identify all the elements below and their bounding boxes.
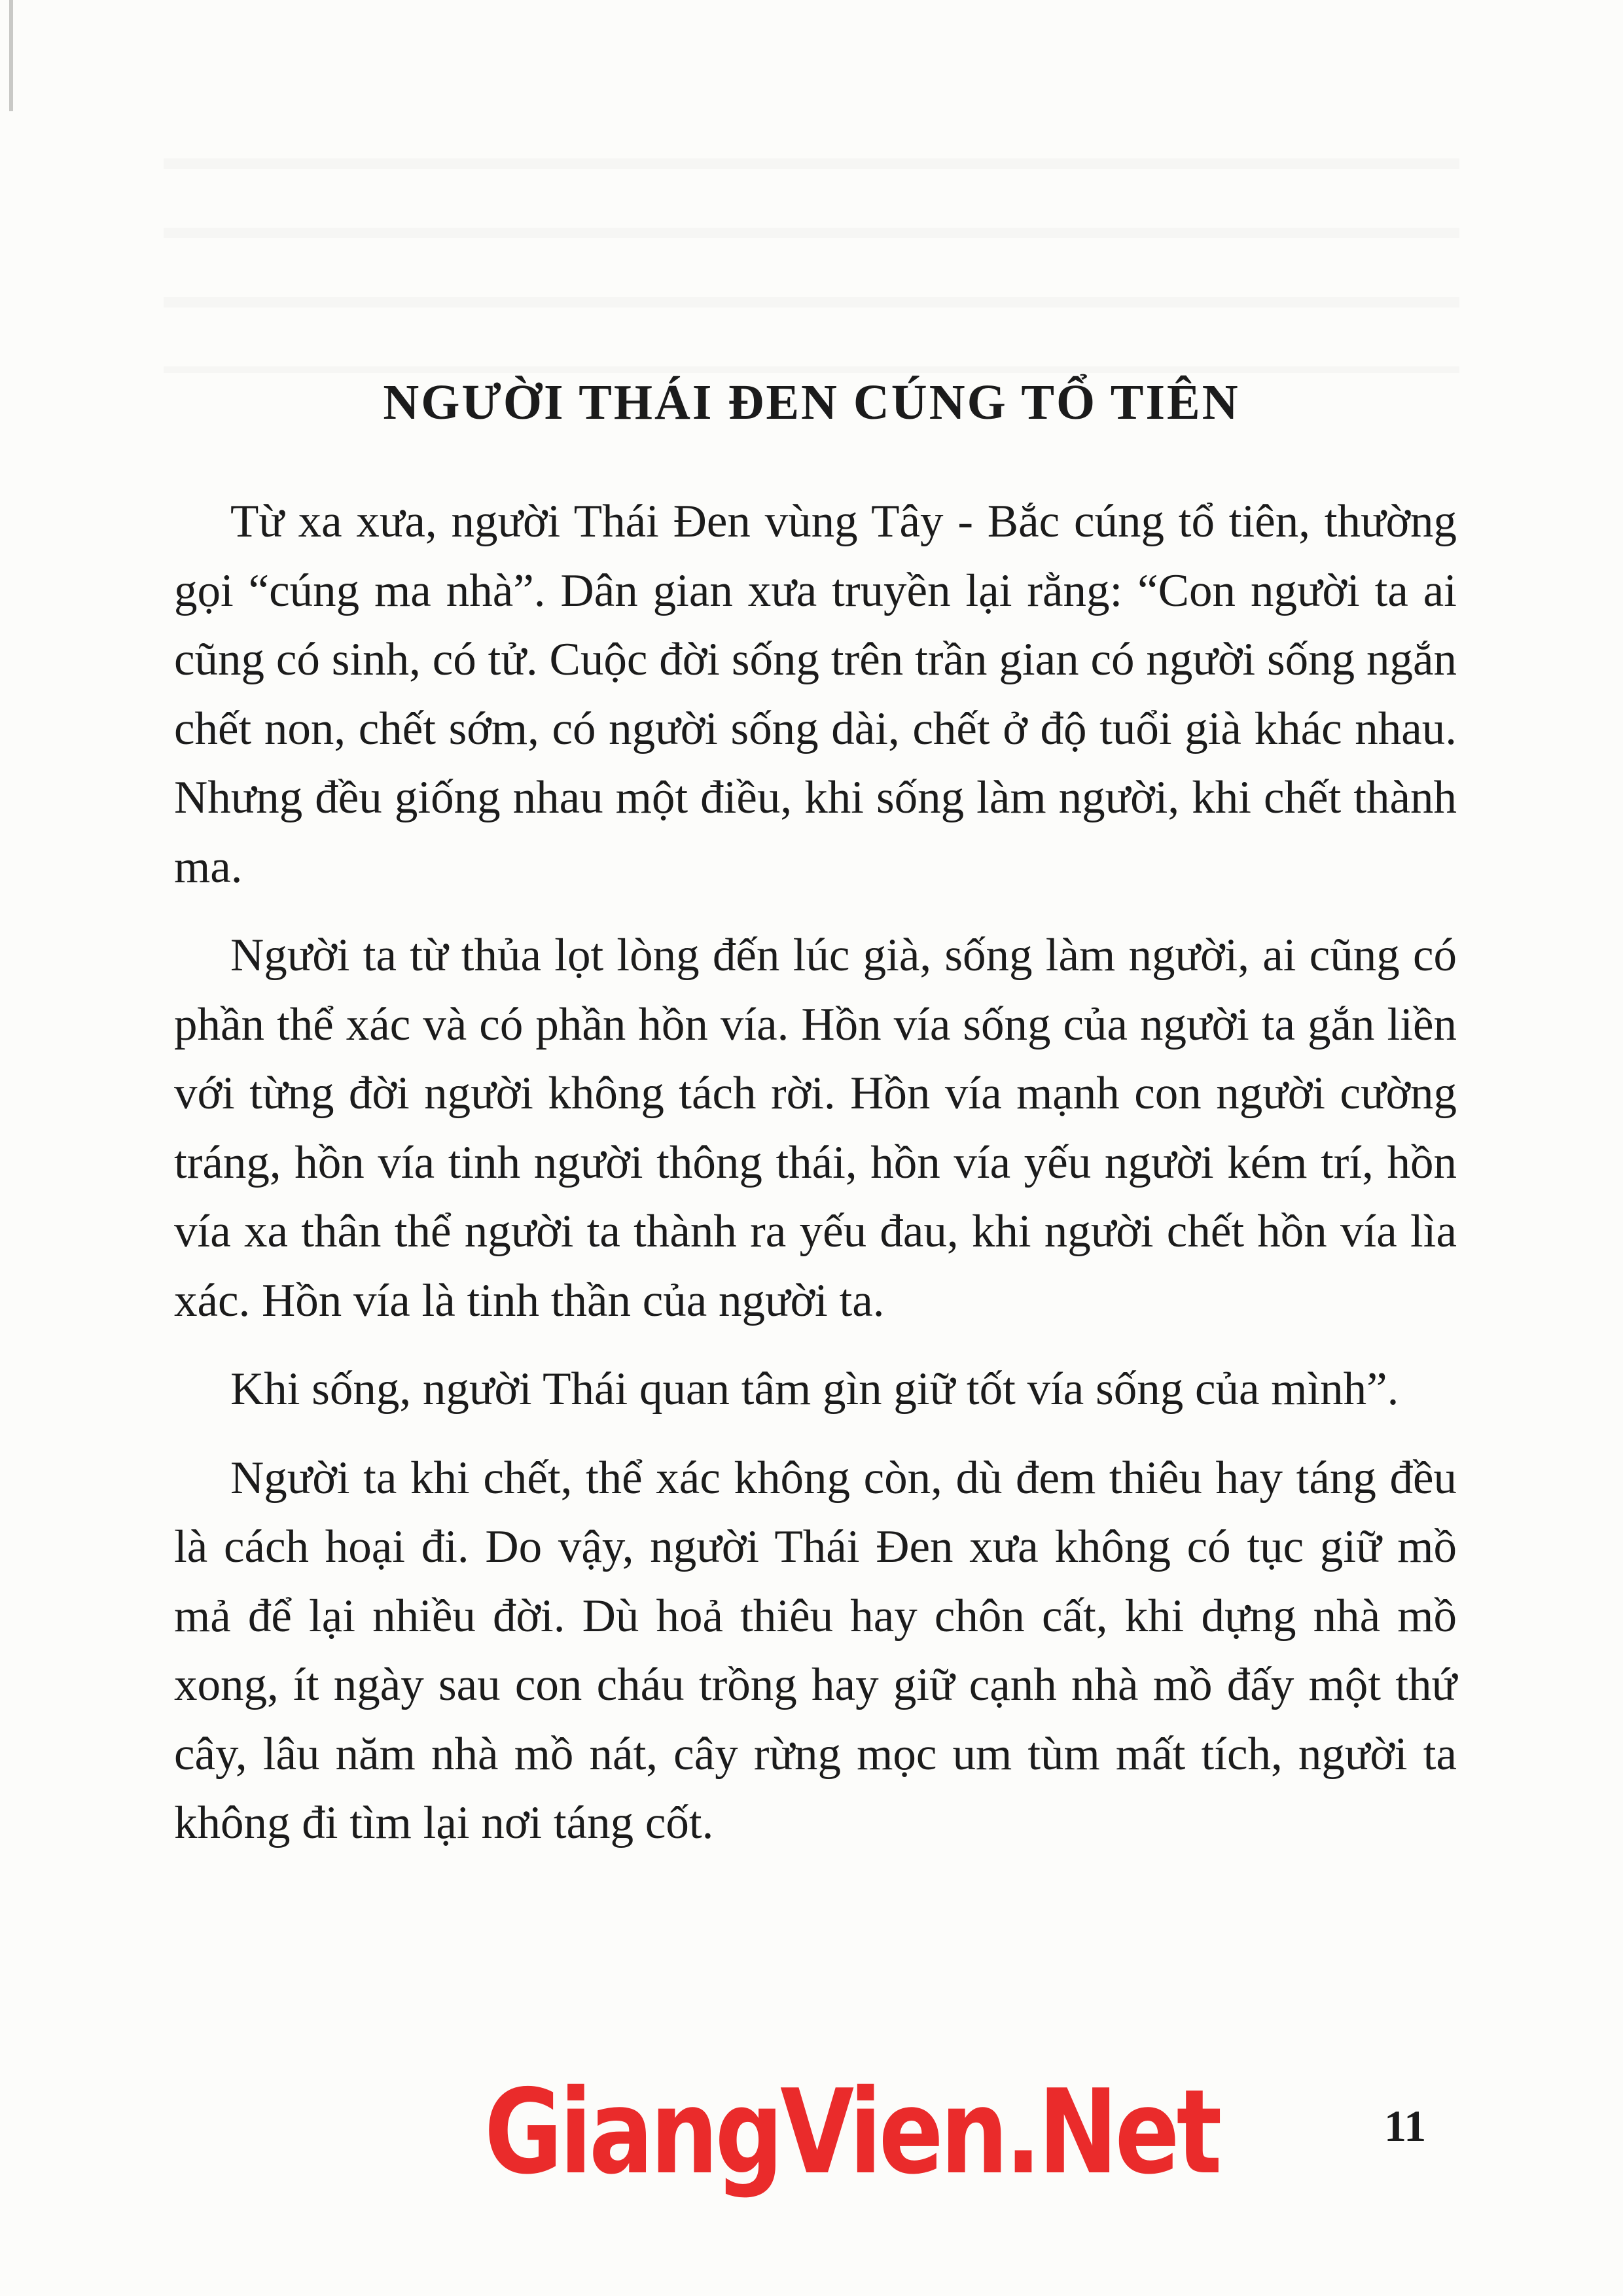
bleed-through-shadow	[164, 111, 1459, 373]
chapter-title: NGƯỜI THÁI ĐEN CÚNG TỔ TIÊN	[383, 375, 1240, 430]
body-text	[174, 487, 1457, 1878]
paragraph-2: Người ta từ thủa lọt lòng đến lúc già, sống làm người, ai cũng có phần thể xác và có phần hồn vía. Hồn vía sống của người ta gắn liền với từng đời người không tách rời. Hồn vía mạnh con người cường tráng, hồn vía tinh người thông thái, hồn vía yếu người kém trí, hồn vía xa thân thể người ta thành ra yếu đau, khi người chết hồn vía lìa xác. Hồn vía là tinh thần của người ta.	[174, 930, 1457, 1326]
watermark-logo: GiangVien.Net	[484, 2064, 1219, 2200]
page-edge-mark	[9, 0, 13, 111]
paragraph-4: Người ta khi chết, thể xác không còn, dù đem thiêu hay táng đều là cách hoại đi. Do vậy, người Thái Đen xưa không có tục giữ mồ mả để lại nhiều đời. Dù hoả thiêu hay chôn cất, khi dựng nhà mồ xong, ít ngày sau con cháu trồng hay giữ cạnh nhà mồ đấy một thứ cây, lâu năm nhà mồ nát, cây rừng mọc um tùm mất tích, người ta không đi tìm lại nơi táng cốt.	[174, 1452, 1457, 1848]
page-number: 11	[1384, 2101, 1427, 2151]
paragraph-1: Từ xa xưa, người Thái Đen vùng Tây - Bắc cúng tổ tiên, thường gọi “cúng ma nhà”. Dân gian xưa truyền lại rằng: “Con người ta ai cũng có sinh, có tử. Cuộc đời sống trên trần gian có người sống ngắn chết non, chết sớm, có người sống dài, chết ở độ tuổi già khác nhau. Nhưng đều giống nhau một điều, khi sống làm người, khi chết thành ma.	[174, 496, 1457, 892]
paragraph-3: Khi sống, người Thái quan tâm gìn giữ tốt vía sống của mình”.	[230, 1364, 1399, 1415]
